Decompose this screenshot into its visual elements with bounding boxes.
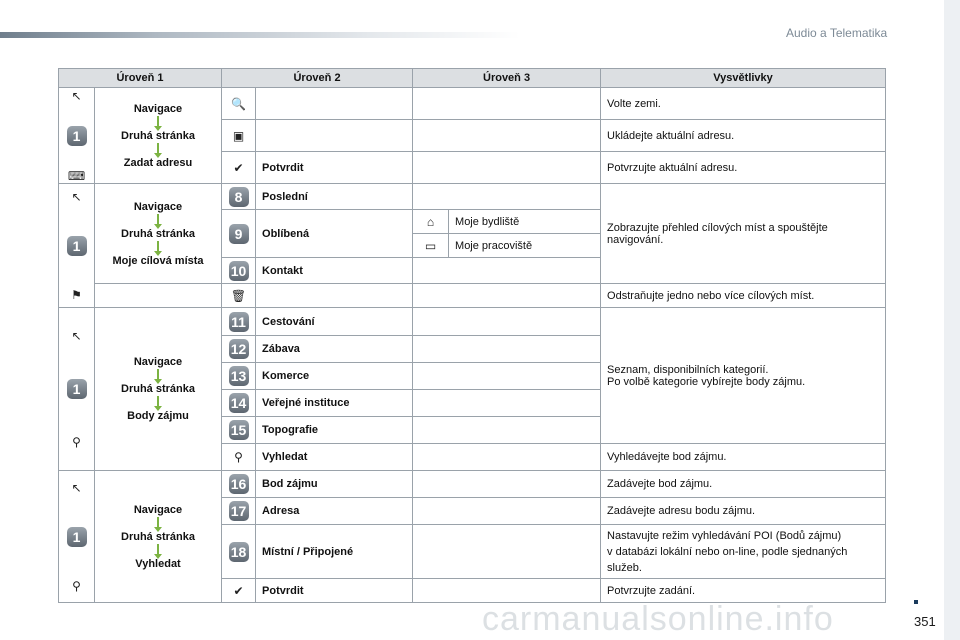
- badge-11: 11: [229, 312, 249, 332]
- level1-path: [95, 471, 222, 603]
- table-row: [59, 88, 886, 120]
- explanation-line: služeb.: [607, 561, 642, 574]
- level2-label: Místní / Připojené: [256, 525, 413, 579]
- down-arrow-icon: [157, 116, 159, 127]
- badge-1: 1: [67, 126, 87, 146]
- level1-item: Druhá stránka: [121, 129, 195, 142]
- level1-item: Navigace: [133, 102, 183, 115]
- level1-item: Vyhledat: [135, 557, 181, 570]
- keyboard-icon: ⌨: [67, 168, 86, 183]
- down-arrow-icon: [157, 517, 159, 528]
- level1-item: Druhá stránka: [121, 383, 195, 395]
- level1-path: [95, 308, 222, 471]
- table-row: [59, 308, 886, 336]
- level2-label: Vyhledat: [256, 444, 413, 471]
- level2-label: Adresa: [256, 498, 413, 525]
- badge-16: 16: [229, 474, 249, 494]
- explanation: Potvrzujte aktuální adresu.: [601, 152, 886, 184]
- home-icon: ⌂: [426, 214, 435, 229]
- level3-label: Moje pracoviště: [449, 234, 601, 258]
- explanation: Zobrazujte přehled cílových míst a spouštějte navigování.: [601, 184, 886, 284]
- badge-1: 1: [67, 379, 87, 399]
- floppy-icon: ▣: [232, 128, 245, 143]
- badge-13: 13: [229, 366, 249, 386]
- level1-item: Moje cílová místa: [112, 254, 204, 267]
- badge-8: 8: [229, 187, 249, 207]
- badge-10: 10: [229, 261, 249, 281]
- explanation: [601, 308, 886, 444]
- watermark: carmanualsonline.info: [482, 600, 834, 638]
- level1-item: Navigace: [133, 503, 183, 516]
- level1-item: Zadat adresu: [123, 156, 193, 169]
- group-icons: [59, 308, 95, 471]
- level2-label: Komerce: [256, 363, 413, 390]
- page-edge-strip: [944, 0, 960, 640]
- table-header: [59, 69, 886, 88]
- navigation-arrow-icon: ↖: [71, 480, 82, 495]
- badge-14: 14: [229, 393, 249, 413]
- explanation: Potvrzujte zadání.: [601, 579, 886, 603]
- level3-label: Moje bydliště: [449, 210, 601, 234]
- level2-label: Potvrdit: [256, 579, 413, 603]
- badge-18: 18: [229, 542, 249, 562]
- badge-1: 1: [67, 236, 87, 256]
- check-icon: ✔: [233, 160, 244, 175]
- level2-label: Bod zájmu: [256, 471, 413, 498]
- explanation: Ukládejte aktuální adresu.: [601, 120, 886, 152]
- level2-label: Poslední: [256, 184, 413, 210]
- table-row: [59, 471, 886, 498]
- level2-label: Zábava: [256, 336, 413, 363]
- explanation: [601, 525, 886, 579]
- col-header-level3: Úroveň 3: [413, 69, 601, 88]
- page-number: 351: [914, 614, 936, 629]
- col-header-level2: Úroveň 2: [222, 69, 413, 88]
- explanation: Zadávejte adresu bodu zájmu.: [601, 498, 886, 525]
- badge-17: 17: [229, 501, 249, 521]
- down-arrow-icon: [157, 241, 159, 252]
- explanation-line: v databázi lokální nebo on-line, podle sjednaných: [607, 545, 848, 558]
- globe-search-icon: 🔍: [231, 96, 246, 111]
- level2-label: Topografie: [256, 417, 413, 444]
- level2-label: Cestování: [256, 308, 413, 336]
- check-icon: ✔: [233, 583, 244, 598]
- badge-12: 12: [229, 339, 249, 359]
- level2-label: Kontakt: [256, 258, 413, 284]
- down-arrow-icon: [157, 544, 159, 555]
- down-arrow-icon: [157, 396, 159, 407]
- trash-icon: 🗑: [230, 288, 247, 303]
- level2-label: Potvrdit: [256, 152, 413, 184]
- header-decor-bar: [0, 32, 520, 38]
- table-row: [59, 184, 886, 210]
- level2-label: Oblíbená: [256, 210, 413, 258]
- section-title: Audio a Telematika: [786, 26, 888, 40]
- explanation-line: Seznam, disponibilních kategorií.: [607, 363, 769, 376]
- level1-path: [95, 184, 222, 284]
- briefcase-icon: ▭: [424, 238, 437, 253]
- group-icons: [59, 471, 95, 603]
- navigation-arrow-icon: ↖: [71, 189, 82, 204]
- badge-9: 9: [229, 224, 249, 244]
- poi-icon: ⚲: [72, 435, 81, 449]
- level1-item: Navigace: [133, 356, 183, 368]
- navigation-arrow-icon: ↖: [71, 88, 82, 103]
- explanation-line: Po volbě kategorie vybírejte body zájmu.: [607, 375, 806, 388]
- col-header-level1: Úroveň 1: [59, 69, 222, 88]
- table-row: [59, 284, 886, 308]
- search-icon: ⚲: [234, 450, 243, 464]
- level1-item: Body zájmu: [127, 410, 189, 422]
- level1-path: [95, 88, 222, 184]
- level2-label: Veřejné instituce: [256, 390, 413, 417]
- level1-item: Druhá stránka: [121, 530, 195, 543]
- group-icons: [59, 88, 95, 184]
- level1-item: Druhá stránka: [121, 227, 195, 240]
- menu-table: [58, 68, 886, 603]
- explanation: Vyhledávejte bod zájmu.: [601, 444, 886, 471]
- level1-item: Navigace: [133, 200, 183, 213]
- page-marker: [914, 600, 918, 604]
- navigation-arrow-icon: ↖: [71, 329, 82, 343]
- explanation: Volte zemi.: [601, 88, 886, 120]
- down-arrow-icon: [157, 214, 159, 225]
- badge-1: 1: [67, 527, 87, 547]
- explanation-line: Nastavujte režim vyhledávání POI (Bodů zájmu): [607, 529, 842, 542]
- down-arrow-icon: [157, 369, 159, 380]
- down-arrow-icon: [157, 143, 159, 154]
- explanation: Odstraňujte jedno nebo více cílových míst.: [601, 284, 886, 308]
- badge-15: 15: [229, 420, 249, 440]
- checkered-flag-icon: ⚑: [71, 287, 82, 302]
- col-header-explanation: Vysvětlivky: [601, 69, 886, 88]
- search-abc-icon: ⚲: [72, 578, 81, 593]
- group-icons: [59, 184, 95, 308]
- explanation: Zadávejte bod zájmu.: [601, 471, 886, 498]
